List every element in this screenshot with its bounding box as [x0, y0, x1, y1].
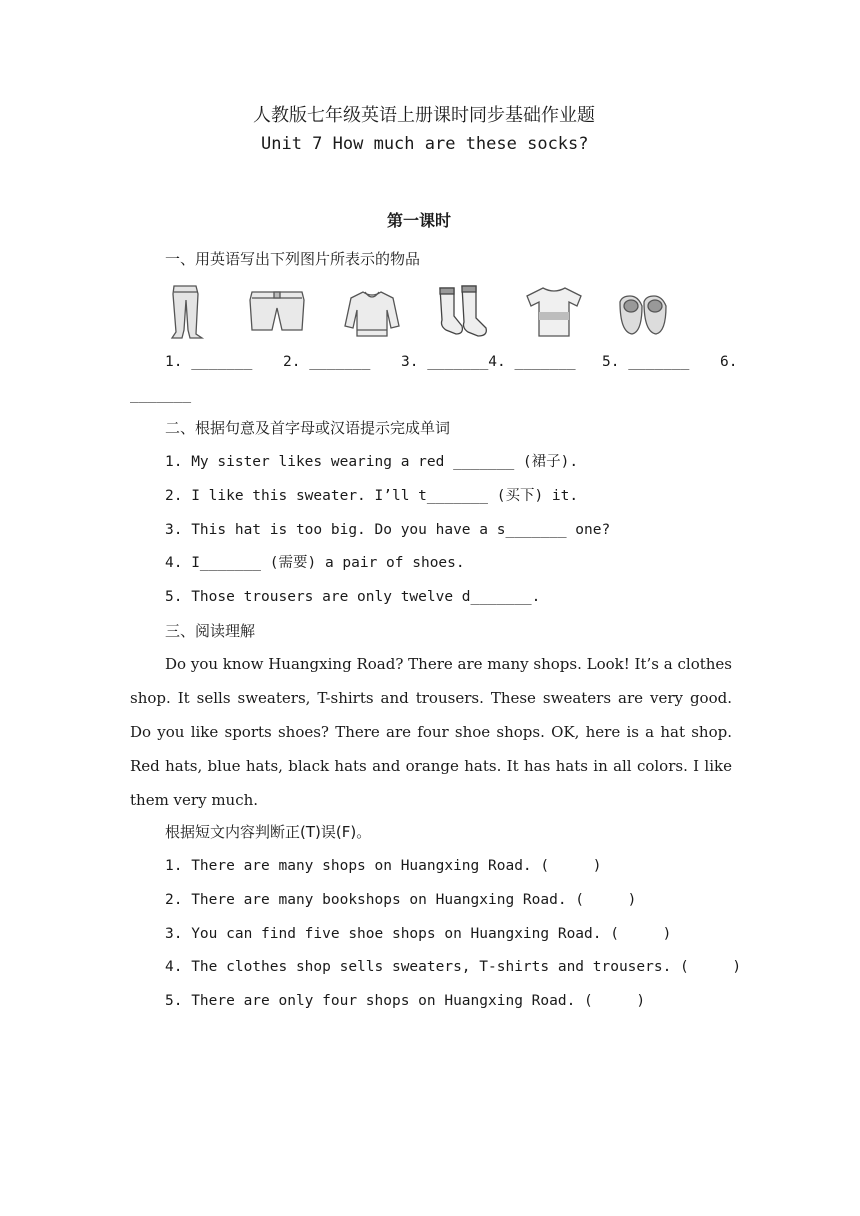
tf-question-5: 5. There are only four shops on Huangxing Road. ( ) [165, 993, 646, 1009]
tshirt-icon [523, 282, 585, 342]
shorts-icon [246, 282, 308, 342]
sweater-icon [341, 282, 403, 342]
blank-6[interactable]: _______ [130, 387, 192, 403]
blank-5[interactable]: 5. _______ [602, 354, 690, 370]
section2-item-4: 4. I_______ (需要) a pair of shoes. [165, 555, 465, 571]
blank-3-4[interactable]: 3. _______4. _______ [401, 354, 576, 370]
shoes-icon [612, 282, 674, 342]
section2-heading: 二、根据句意及首字母或汉语提示完成单词 [165, 419, 451, 437]
tf-instruction: 根据短文内容判断正(T)误(F)。 [165, 823, 372, 841]
blank-2[interactable]: 2. _______ [283, 354, 371, 370]
blank-6-label: 6. [720, 354, 738, 370]
lesson-title: 第一课时 [387, 211, 452, 230]
socks-icon [432, 282, 494, 342]
section3-heading: 三、阅读理解 [165, 622, 256, 640]
tf-question-4: 4. The clothes shop sells sweaters, T-shirts and trousers. ( ) [165, 959, 742, 975]
section2-item-2: 2. I like this sweater. I’ll t_______ (买下) it. [165, 488, 579, 504]
tf-question-3: 3. You can find five shoe shops on Huangxing Road. ( ) [165, 926, 672, 942]
blank-1[interactable]: 1. _______ [165, 354, 253, 370]
reading-passage: Do you know Huangxing Road? There are many shops. Look! It’s a clothes shop. It sells sweaters, T-shirts and trousers. These sweaters are very good. Do you like sports shoes? There are four shoe shops. OK, here is a hat shop. Red hats, blue hats, black hats and orange hats. It has hats in all colors. I like them very much. [130, 655, 732, 809]
section2-item-3: 3. This hat is too big. Do you have a s_______ one? [165, 522, 611, 538]
section2-item-1: 1. My sister likes wearing a red _______ (裙子). [165, 454, 579, 470]
tf-question-1: 1. There are many shops on Huangxing Road. ( ) [165, 858, 602, 874]
trousers-icon [156, 282, 218, 342]
document-title-cn: 人教版七年级英语上册课时同步基础作业题 [253, 105, 595, 126]
section2-item-5: 5. Those trousers are only twelve d_______. [165, 589, 541, 605]
document-title-en: Unit 7 How much are these socks? [261, 134, 589, 154]
tf-question-2: 2. There are many bookshops on Huangxing Road. ( ) [165, 892, 637, 908]
section1-heading: 一、用英语写出下列图片所表示的物品 [165, 250, 421, 268]
